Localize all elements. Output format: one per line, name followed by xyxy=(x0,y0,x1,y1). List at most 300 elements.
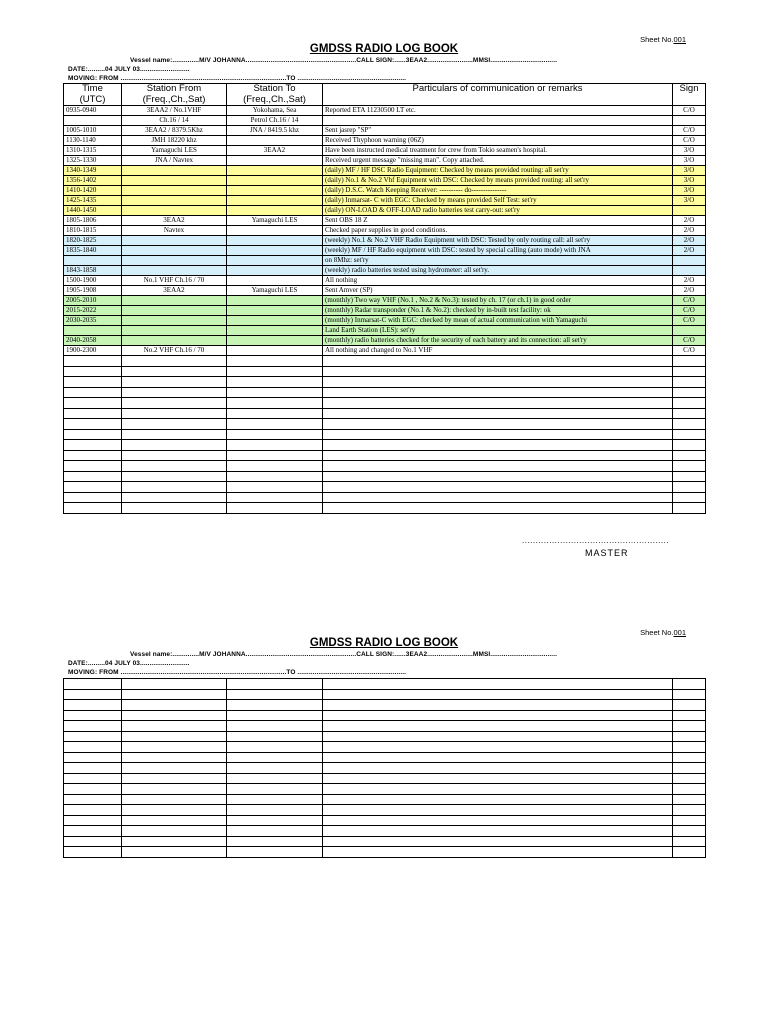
cell-sign: 2/O xyxy=(673,276,706,286)
log-row xyxy=(64,186,706,196)
cell-station-to: Yokohama, Sea xyxy=(227,106,323,116)
cell-particulars: (weekly) MF / HF Radio equipment with DSC: tested by special calling (auto mode) with JNA xyxy=(323,246,673,256)
empty-log-row xyxy=(64,482,706,493)
log-row xyxy=(64,156,706,166)
empty-cell xyxy=(227,815,323,826)
sheet-number-2 xyxy=(640,628,686,637)
log-row xyxy=(64,136,706,146)
cell-station-from: JNA / Navtex xyxy=(122,156,227,166)
cell-particulars: Sent jasrep "SP" xyxy=(323,126,673,136)
cell-particulars: Land Earth Station (LES): set'ry xyxy=(323,326,673,336)
sheet-number-value: 001 xyxy=(673,35,686,44)
empty-log-row xyxy=(64,492,706,503)
log-row xyxy=(64,256,706,266)
empty-cell xyxy=(323,752,673,763)
cell-particulars: Reported ETA 11230500 LT etc. xyxy=(323,106,673,116)
empty-cell xyxy=(122,429,227,440)
log-book-title: GMDSS RADIO LOG BOOK xyxy=(309,43,459,55)
empty-log-row xyxy=(64,503,706,514)
empty-cell xyxy=(323,710,673,721)
cell-time: 0935-0940 xyxy=(64,106,122,116)
empty-cell xyxy=(227,377,323,388)
cell-sign: 2/O xyxy=(673,246,706,256)
empty-log-row xyxy=(64,679,706,690)
cell-sign: 3/O xyxy=(673,176,706,186)
empty-cell xyxy=(227,700,323,711)
empty-log-row xyxy=(64,710,706,721)
empty-cell xyxy=(673,503,706,514)
empty-cell xyxy=(64,742,122,753)
cell-station-from xyxy=(122,306,227,316)
empty-cell xyxy=(64,836,122,847)
empty-cell xyxy=(122,679,227,690)
empty-cell xyxy=(323,471,673,482)
empty-cell xyxy=(227,721,323,732)
cell-station-from xyxy=(122,316,227,326)
empty-cell xyxy=(227,805,323,816)
cell-sign: 3/O xyxy=(673,186,706,196)
empty-cell xyxy=(227,356,323,367)
cell-particulars: (daily) No.1 & No.2 Vhf Equipment with DSC: Checked by means provided routing: all set'ry xyxy=(323,176,673,186)
empty-cell xyxy=(673,794,706,805)
empty-cell xyxy=(673,815,706,826)
empty-cell xyxy=(227,450,323,461)
cell-station-to xyxy=(227,246,323,256)
empty-cell xyxy=(122,742,227,753)
empty-cell xyxy=(64,419,122,430)
col-header-station-from: Station From (Freq.,Ch.,Sat) xyxy=(122,84,227,106)
empty-cell xyxy=(64,471,122,482)
empty-cell xyxy=(122,450,227,461)
empty-cell xyxy=(227,752,323,763)
cell-station-from xyxy=(122,246,227,256)
cell-sign xyxy=(673,266,706,276)
log-book-title-2: GMDSS RADIO LOG BOOK xyxy=(309,637,459,649)
cell-particulars: (monthly) Inmarsat-C with EGC: checked by mean of actual communication with Yamaguchi xyxy=(323,316,673,326)
empty-cell xyxy=(323,419,673,430)
cell-station-to xyxy=(227,316,323,326)
empty-log-row xyxy=(64,826,706,837)
cell-time: 1440-1450 xyxy=(64,206,122,216)
empty-cell xyxy=(122,721,227,732)
empty-log-row xyxy=(64,689,706,700)
empty-cell xyxy=(323,731,673,742)
cell-station-from: No.1 VHF Ch.16 / 70 xyxy=(122,276,227,286)
empty-log-row xyxy=(64,773,706,784)
cell-time xyxy=(64,256,122,266)
log-row xyxy=(64,346,706,356)
cell-station-from xyxy=(122,206,227,216)
cell-particulars: (daily) MF / HF DSC Radio Equipment: Checked by means provided routing: all set'ry xyxy=(323,166,673,176)
cell-sign: C/O xyxy=(673,106,706,116)
empty-cell xyxy=(122,689,227,700)
empty-cell xyxy=(64,492,122,503)
cell-station-to xyxy=(227,266,323,276)
empty-cell xyxy=(673,700,706,711)
cell-time: 1425-1435 xyxy=(64,196,122,206)
empty-cell xyxy=(323,847,673,858)
empty-log-row xyxy=(64,815,706,826)
empty-cell xyxy=(673,731,706,742)
cell-sign: 3/O xyxy=(673,196,706,206)
cell-station-to: JNA / 8419.5 khz xyxy=(227,126,323,136)
cell-time: 1005-1010 xyxy=(64,126,122,136)
empty-cell xyxy=(64,679,122,690)
log-table-2 xyxy=(63,678,706,858)
log-row xyxy=(64,126,706,136)
cell-station-to xyxy=(227,296,323,306)
empty-cell xyxy=(323,763,673,774)
empty-cell xyxy=(227,408,323,419)
log-row xyxy=(64,326,706,336)
vessel-line-2: Vessel name:..............M/V JOHANNA..........................................................CALL SIGN:......3EAA2........................MMSI................................... xyxy=(130,651,558,658)
cell-sign: C/O xyxy=(673,346,706,356)
empty-cell xyxy=(122,398,227,409)
cell-sign: 3/O xyxy=(673,156,706,166)
empty-cell xyxy=(673,742,706,753)
empty-cell xyxy=(673,847,706,858)
empty-cell xyxy=(122,387,227,398)
cell-station-to xyxy=(227,306,323,316)
empty-cell xyxy=(323,440,673,451)
cell-station-to xyxy=(227,176,323,186)
master-label: MASTER xyxy=(585,548,629,558)
empty-cell xyxy=(673,482,706,493)
empty-log-row xyxy=(64,429,706,440)
cell-station-from: JMH 18220 khz xyxy=(122,136,227,146)
empty-cell xyxy=(64,847,122,858)
cell-station-to xyxy=(227,326,323,336)
cell-sign: 3/O xyxy=(673,166,706,176)
empty-cell xyxy=(64,366,122,377)
empty-cell xyxy=(227,503,323,514)
empty-cell xyxy=(227,773,323,784)
cell-particulars: (daily) D.S.C. Watch Keeping Receiver: ---------- do--------------- xyxy=(323,186,673,196)
signature-line: ...................................................... xyxy=(522,536,670,545)
cell-sign xyxy=(673,326,706,336)
cell-time: 1356-1402 xyxy=(64,176,122,186)
cell-station-from xyxy=(122,236,227,246)
empty-cell xyxy=(673,721,706,732)
empty-cell xyxy=(673,419,706,430)
empty-cell xyxy=(122,492,227,503)
empty-cell xyxy=(323,689,673,700)
empty-cell xyxy=(227,471,323,482)
cell-station-to: Yamaguchi LES xyxy=(227,286,323,296)
cell-time xyxy=(64,116,122,126)
empty-cell xyxy=(64,408,122,419)
cell-particulars: Have been instructed medical treatment for crew from Tokio seamen's hospital. xyxy=(323,146,673,156)
cell-particulars: Received urgent message "missing man". Copy attached. xyxy=(323,156,673,166)
empty-cell xyxy=(323,366,673,377)
moving-line-2: MOVING: FROM .......................................................................................TO ......................................................... xyxy=(68,669,407,676)
empty-log-row xyxy=(64,742,706,753)
cell-time: 1810-1815 xyxy=(64,226,122,236)
log-row xyxy=(64,166,706,176)
cell-time: 1843-1858 xyxy=(64,266,122,276)
empty-cell xyxy=(64,731,122,742)
cell-time: 1820-1825 xyxy=(64,236,122,246)
empty-cell xyxy=(673,710,706,721)
cell-time: 1500-1900 xyxy=(64,276,122,286)
empty-log-row xyxy=(64,366,706,377)
empty-cell xyxy=(122,700,227,711)
empty-cell xyxy=(64,784,122,795)
cell-station-to xyxy=(227,346,323,356)
cell-station-to xyxy=(227,136,323,146)
empty-cell xyxy=(323,742,673,753)
empty-log-row xyxy=(64,784,706,795)
empty-cell xyxy=(64,805,122,816)
log-row xyxy=(64,206,706,216)
empty-cell xyxy=(227,763,323,774)
log-row xyxy=(64,116,706,126)
cell-station-from: 3EAA2 xyxy=(122,216,227,226)
empty-log-row xyxy=(64,398,706,409)
empty-log-row xyxy=(64,450,706,461)
log-row xyxy=(64,106,706,116)
empty-log-row xyxy=(64,763,706,774)
cell-sign: 2/O xyxy=(673,236,706,246)
cell-sign: C/O xyxy=(673,136,706,146)
cell-particulars: Sent OBS 18 Z xyxy=(323,216,673,226)
empty-cell xyxy=(64,461,122,472)
empty-log-row xyxy=(64,471,706,482)
cell-particulars xyxy=(323,116,673,126)
empty-cell xyxy=(673,398,706,409)
empty-cell xyxy=(227,387,323,398)
moving-line: MOVING: FROM .......................................................................................TO ......................................................... xyxy=(68,75,407,82)
cell-station-from xyxy=(122,266,227,276)
cell-station-to xyxy=(227,186,323,196)
empty-cell xyxy=(64,826,122,837)
empty-cell xyxy=(673,471,706,482)
empty-cell xyxy=(323,450,673,461)
log-row xyxy=(64,176,706,186)
col-header-sign: Sign xyxy=(673,84,706,106)
log-row xyxy=(64,306,706,316)
sheet-number-value: 001 xyxy=(673,628,686,637)
empty-cell xyxy=(673,784,706,795)
empty-cell xyxy=(673,408,706,419)
cell-station-from xyxy=(122,176,227,186)
empty-cell xyxy=(323,377,673,388)
log-row xyxy=(64,196,706,206)
empty-cell xyxy=(227,492,323,503)
empty-cell xyxy=(323,356,673,367)
empty-cell xyxy=(64,773,122,784)
cell-time: 1310-1315 xyxy=(64,146,122,156)
cell-particulars: Sent Amver (SP) xyxy=(323,286,673,296)
col-header-time: Time (UTC) xyxy=(64,84,122,106)
empty-cell xyxy=(227,679,323,690)
cell-station-to: Petrol Ch.16 / 14 xyxy=(227,116,323,126)
empty-cell xyxy=(673,440,706,451)
empty-cell xyxy=(122,752,227,763)
empty-log-row xyxy=(64,440,706,451)
empty-cell xyxy=(227,398,323,409)
empty-cell xyxy=(227,794,323,805)
empty-cell xyxy=(122,710,227,721)
sheet-number-label: Sheet No. xyxy=(640,628,674,637)
empty-cell xyxy=(122,366,227,377)
empty-cell xyxy=(227,461,323,472)
empty-cell xyxy=(122,826,227,837)
log-row xyxy=(64,336,706,346)
empty-cell xyxy=(323,679,673,690)
log-row xyxy=(64,296,706,306)
cell-station-from xyxy=(122,256,227,266)
cell-sign: 3/O xyxy=(673,146,706,156)
empty-cell xyxy=(64,763,122,774)
cell-sign xyxy=(673,206,706,216)
empty-cell xyxy=(64,398,122,409)
cell-particulars: (monthly) Two way VHF (No.1 , No.2 & No.3): tested by ch. 17 (or ch.1) in good order xyxy=(323,296,673,306)
empty-cell xyxy=(323,815,673,826)
cell-time xyxy=(64,326,122,336)
empty-cell xyxy=(64,794,122,805)
empty-cell xyxy=(64,440,122,451)
empty-cell xyxy=(323,492,673,503)
cell-station-to: Yamaguchi LES xyxy=(227,216,323,226)
cell-station-to xyxy=(227,256,323,266)
empty-cell xyxy=(227,689,323,700)
cell-sign: C/O xyxy=(673,306,706,316)
empty-cell xyxy=(323,461,673,472)
empty-cell xyxy=(64,752,122,763)
empty-cell xyxy=(64,377,122,388)
date-line-2: DATE:.........04 JULY 03.......................... xyxy=(68,660,190,667)
empty-cell xyxy=(227,784,323,795)
empty-cell xyxy=(122,503,227,514)
empty-cell xyxy=(323,398,673,409)
cell-station-from: 3EAA2 xyxy=(122,286,227,296)
empty-log-row xyxy=(64,847,706,858)
empty-cell xyxy=(673,356,706,367)
empty-cell xyxy=(673,492,706,503)
empty-cell xyxy=(323,482,673,493)
empty-cell xyxy=(673,429,706,440)
empty-log-row xyxy=(64,377,706,388)
empty-cell xyxy=(323,784,673,795)
empty-cell xyxy=(227,826,323,837)
empty-cell xyxy=(64,503,122,514)
empty-cell xyxy=(122,815,227,826)
empty-cell xyxy=(673,836,706,847)
empty-cell xyxy=(64,387,122,398)
log-row xyxy=(64,276,706,286)
cell-station-from: Navtex xyxy=(122,226,227,236)
log-row xyxy=(64,146,706,156)
cell-time: 1410-1420 xyxy=(64,186,122,196)
empty-cell xyxy=(323,794,673,805)
cell-station-to xyxy=(227,226,323,236)
empty-cell xyxy=(227,847,323,858)
empty-cell xyxy=(673,461,706,472)
empty-cell xyxy=(673,450,706,461)
empty-cell xyxy=(323,429,673,440)
empty-cell xyxy=(673,773,706,784)
cell-station-to xyxy=(227,196,323,206)
empty-cell xyxy=(673,689,706,700)
cell-time: 1905-1908 xyxy=(64,286,122,296)
cell-time: 2005-2010 xyxy=(64,296,122,306)
cell-particulars: (monthly) Radar transponder (No.1 & No.2): checked by in-built test facility: ok xyxy=(323,306,673,316)
cell-time: 1130-1140 xyxy=(64,136,122,146)
log-row xyxy=(64,286,706,296)
empty-cell xyxy=(323,836,673,847)
cell-station-to: 3EAA2 xyxy=(227,146,323,156)
empty-log-row xyxy=(64,461,706,472)
cell-station-from: Ch.16 / 14 xyxy=(122,116,227,126)
cell-station-from xyxy=(122,166,227,176)
empty-cell xyxy=(673,805,706,816)
cell-station-from xyxy=(122,326,227,336)
empty-cell xyxy=(227,429,323,440)
empty-cell xyxy=(64,356,122,367)
empty-cell xyxy=(227,366,323,377)
cell-station-from: No.2 VHF Ch.16 / 70 xyxy=(122,346,227,356)
empty-log-row xyxy=(64,408,706,419)
empty-log-row xyxy=(64,794,706,805)
cell-time: 1900-2300 xyxy=(64,346,122,356)
log-row xyxy=(64,266,706,276)
cell-particulars: (monthly) radio batteries checked for the security of each battery and its connection: all set'ry xyxy=(323,336,673,346)
vessel-line: Vessel name:..............M/V JOHANNA..........................................................CALL SIGN:......3EAA2........................MMSI................................... xyxy=(130,57,558,64)
cell-station-to xyxy=(227,236,323,246)
empty-cell xyxy=(122,805,227,816)
cell-station-from: 3EAA2 / No.1VHF xyxy=(122,106,227,116)
empty-cell xyxy=(323,408,673,419)
empty-cell xyxy=(122,377,227,388)
empty-cell xyxy=(64,482,122,493)
empty-cell xyxy=(64,721,122,732)
empty-cell xyxy=(122,482,227,493)
empty-cell xyxy=(227,482,323,493)
empty-cell xyxy=(122,440,227,451)
empty-cell xyxy=(122,773,227,784)
cell-sign: C/O xyxy=(673,316,706,326)
empty-cell xyxy=(323,805,673,816)
empty-log-row xyxy=(64,752,706,763)
cell-station-from xyxy=(122,186,227,196)
log-table xyxy=(63,83,706,514)
empty-cell xyxy=(64,689,122,700)
cell-time: 2040-2058 xyxy=(64,336,122,346)
cell-sign: 2/O xyxy=(673,286,706,296)
empty-log-row xyxy=(64,805,706,816)
cell-particulars: All nothing and changed to No.1 VHF xyxy=(323,346,673,356)
empty-cell xyxy=(64,815,122,826)
empty-cell xyxy=(227,731,323,742)
cell-sign: C/O xyxy=(673,336,706,346)
cell-time: 1325-1330 xyxy=(64,156,122,166)
col-header-station-to: Station To (Freq.,Ch.,Sat) xyxy=(227,84,323,106)
empty-log-row xyxy=(64,700,706,711)
empty-cell xyxy=(122,419,227,430)
empty-cell xyxy=(323,773,673,784)
empty-log-row xyxy=(64,387,706,398)
cell-sign: C/O xyxy=(673,126,706,136)
cell-particulars: (daily) ON-LOAD & OFF-LOAD radio batteries test carry-out: set'ry xyxy=(323,206,673,216)
cell-station-to xyxy=(227,276,323,286)
empty-cell xyxy=(673,826,706,837)
empty-cell xyxy=(122,847,227,858)
empty-cell xyxy=(227,419,323,430)
empty-cell xyxy=(64,710,122,721)
log-row xyxy=(64,216,706,226)
empty-cell xyxy=(64,700,122,711)
